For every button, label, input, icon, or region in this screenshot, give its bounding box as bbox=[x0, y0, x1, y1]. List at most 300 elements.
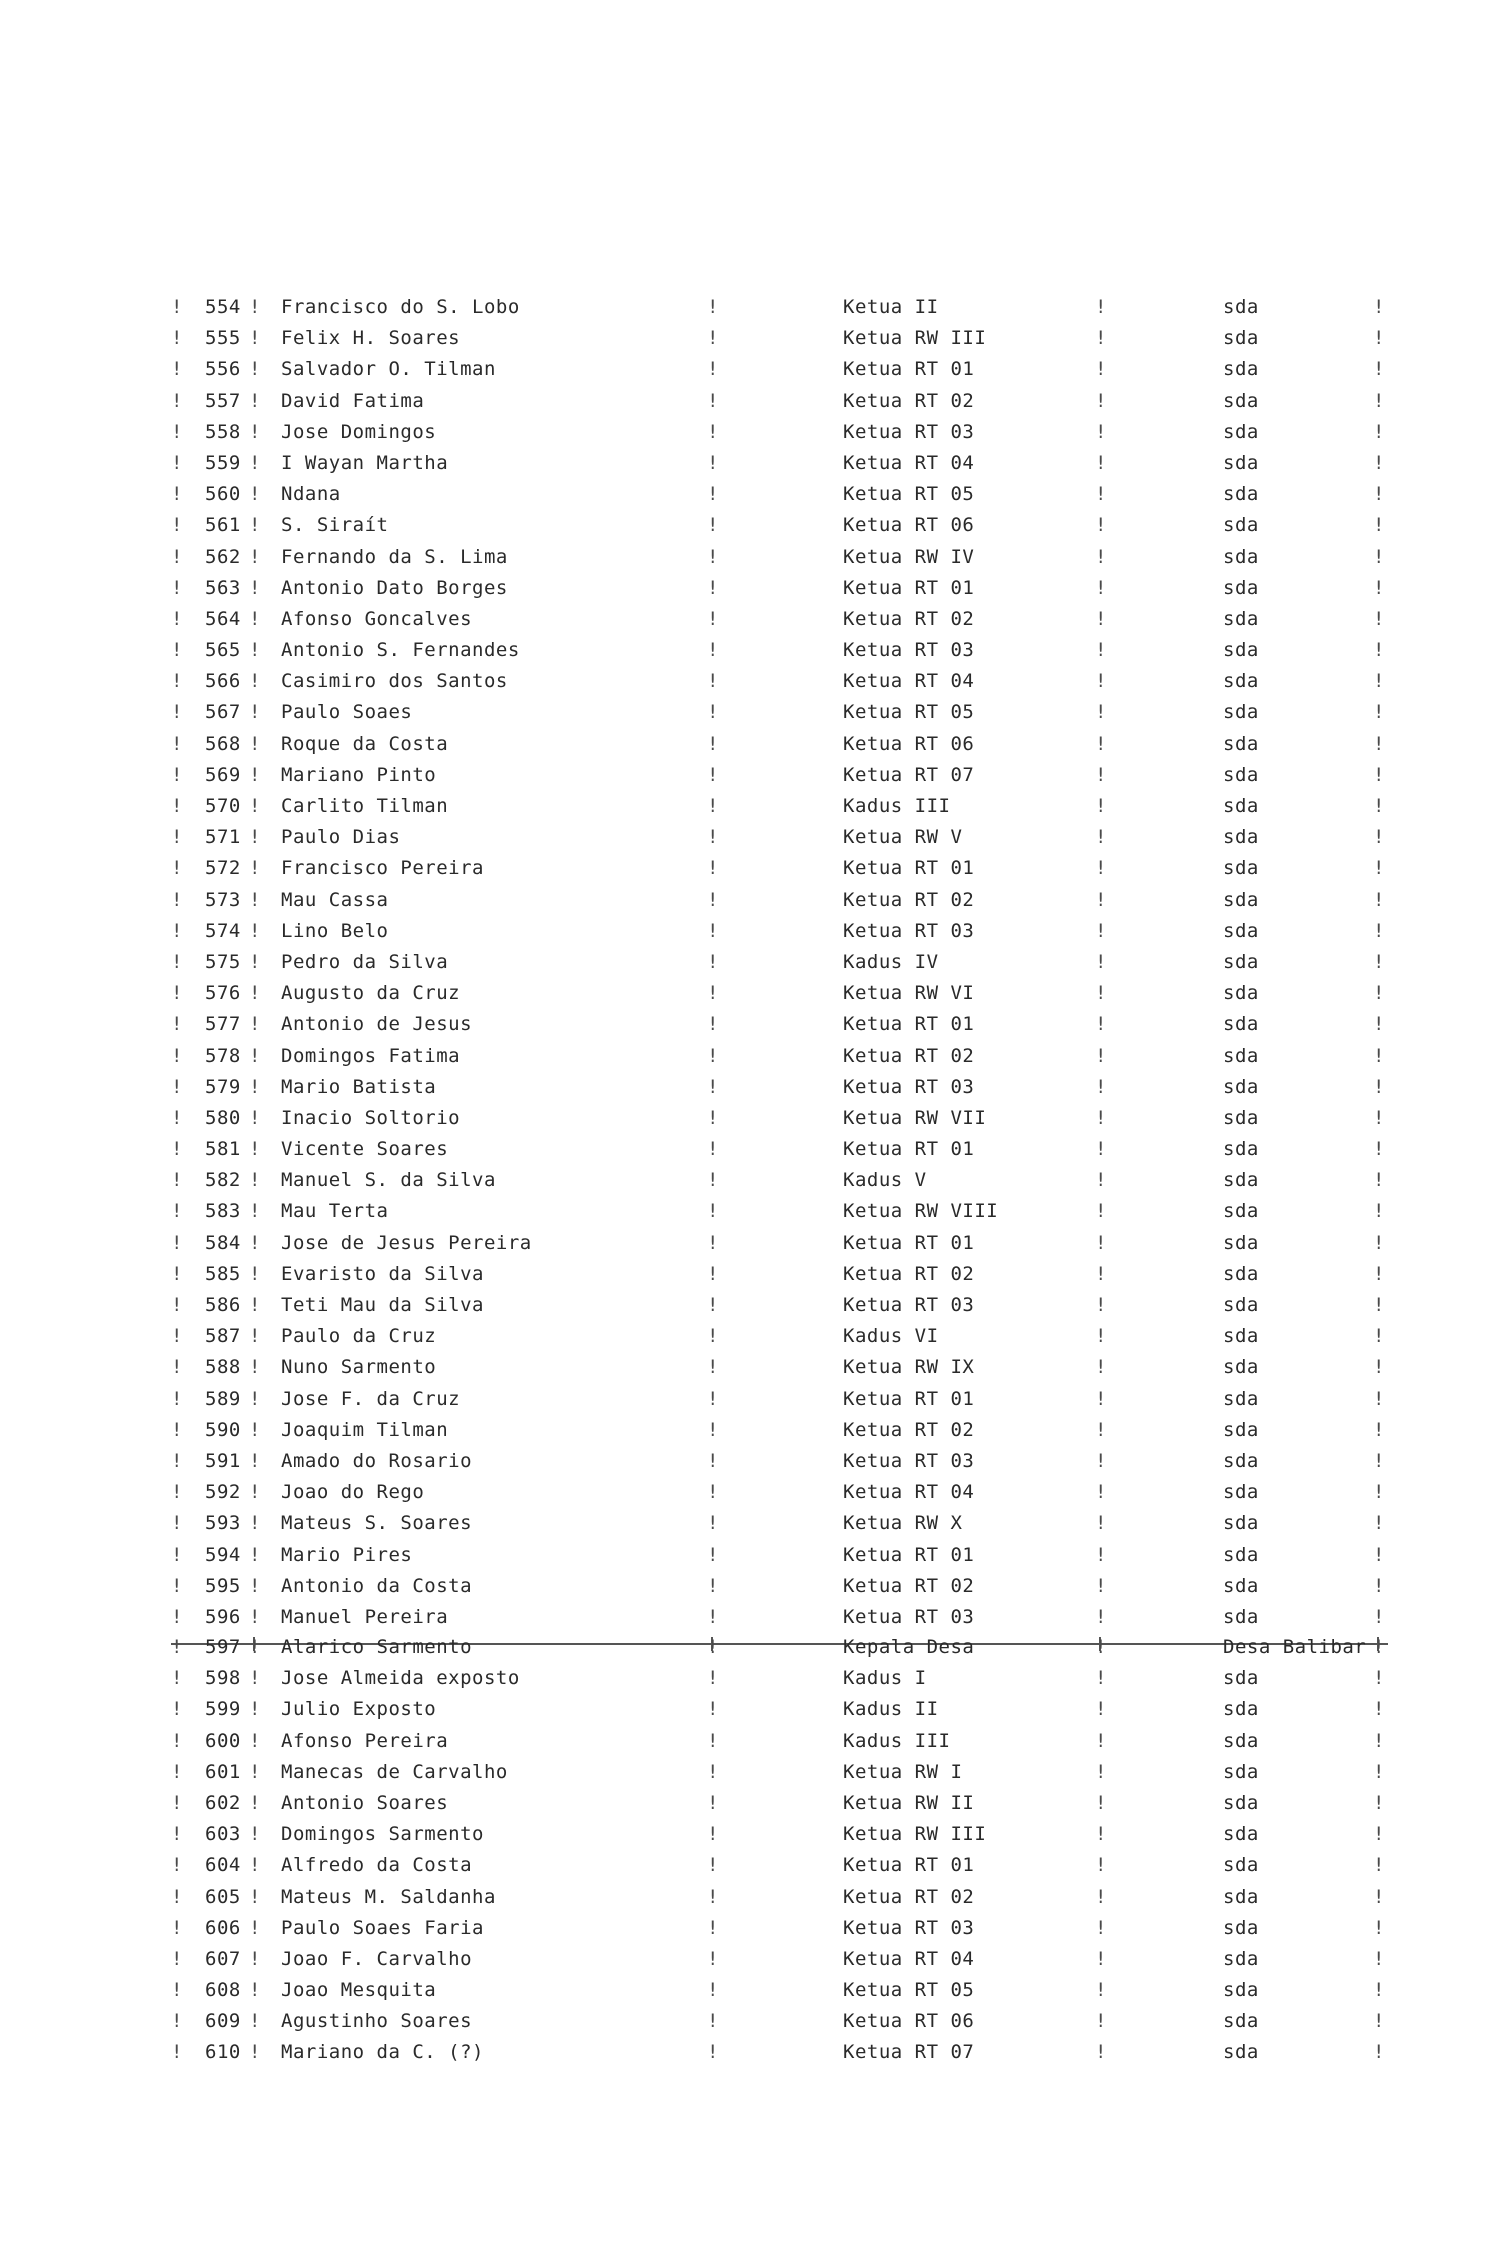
column-divider: ! bbox=[1095, 296, 1107, 318]
column-divider: ! bbox=[707, 1044, 719, 1067]
column-divider: ! bbox=[171, 1791, 183, 1814]
column-divider: ! bbox=[1373, 483, 1385, 506]
cell-name: Amado do Rosario bbox=[281, 1449, 473, 1472]
cell-loc: Ketua RT 01 bbox=[843, 1013, 975, 1036]
roster-table-lower bbox=[163, 1632, 1388, 2069]
roster-table-upper bbox=[163, 292, 1388, 1655]
column-divider: ! bbox=[1095, 1916, 1107, 1939]
cell-val: sda bbox=[1223, 1200, 1259, 1223]
column-divider: ! bbox=[1095, 1854, 1107, 1877]
column-divider: ! bbox=[1095, 1138, 1107, 1161]
cell-name: Jose de Jesus Pereira bbox=[281, 1231, 532, 1254]
column-divider: ! bbox=[1373, 420, 1385, 443]
cell-val: sda bbox=[1223, 1854, 1259, 1877]
table-row bbox=[163, 1103, 1388, 1134]
column-divider: ! bbox=[707, 2041, 719, 2064]
cell-name: Felix H. Soares bbox=[281, 327, 461, 350]
column-divider: ! bbox=[1373, 1356, 1385, 1379]
cell-num: 591 bbox=[205, 1449, 241, 1472]
cell-name: Mau Terta bbox=[281, 1200, 389, 1223]
table-row bbox=[163, 1632, 1388, 1663]
column-divider: ! bbox=[171, 483, 183, 506]
column-divider: ! bbox=[249, 1698, 261, 1721]
column-divider: ! bbox=[1095, 670, 1107, 693]
table-row bbox=[163, 947, 1388, 978]
column-divider: ! bbox=[249, 1262, 261, 1285]
column-divider: ! bbox=[707, 670, 719, 693]
cell-num: 594 bbox=[205, 1543, 241, 1566]
column-divider: ! bbox=[707, 1574, 719, 1597]
cell-name: Manuel S. da Silva bbox=[281, 1169, 496, 1192]
column-divider: ! bbox=[171, 888, 183, 911]
column-divider: ! bbox=[1373, 1979, 1385, 2002]
cell-val: sda bbox=[1223, 545, 1259, 568]
cell-num: 573 bbox=[205, 888, 241, 911]
cell-name: Carlito Tilman bbox=[281, 795, 449, 817]
cell-num: 564 bbox=[205, 607, 241, 630]
cell-name: David Fatima bbox=[281, 389, 425, 412]
cell-name: Paulo da Cruz bbox=[281, 1325, 437, 1348]
column-divider: ! bbox=[1095, 1667, 1107, 1690]
cell-val: sda bbox=[1223, 1044, 1259, 1067]
column-divider: ! bbox=[249, 1231, 261, 1254]
cell-num: 572 bbox=[205, 857, 241, 880]
table-row bbox=[163, 1757, 1388, 1788]
cell-loc: Ketua RT 03 bbox=[843, 1605, 975, 1628]
table-row bbox=[163, 822, 1388, 853]
cell-num: 600 bbox=[205, 1729, 241, 1752]
column-divider: ! bbox=[1095, 576, 1107, 599]
column-divider: ! bbox=[249, 1885, 261, 1908]
column-divider: ! bbox=[171, 1325, 183, 1348]
column-divider: ! bbox=[249, 701, 261, 724]
column-divider: ! bbox=[1373, 639, 1385, 662]
column-divider: ! bbox=[249, 1979, 261, 2002]
column-divider: ! bbox=[249, 639, 261, 662]
cell-loc: Ketua RW IV bbox=[843, 545, 975, 568]
table-row bbox=[163, 1196, 1388, 1227]
cell-num: 556 bbox=[205, 358, 241, 381]
cell-name: I Wayan Martha bbox=[281, 451, 449, 474]
cell-name: Afonso Pereira bbox=[281, 1729, 449, 1752]
column-divider: ! bbox=[171, 1698, 183, 1721]
cell-val: sda bbox=[1223, 1823, 1259, 1846]
cell-loc: Kadus IV bbox=[843, 950, 939, 973]
cell-val: sda bbox=[1223, 296, 1259, 318]
cell-loc: Ketua RT 07 bbox=[843, 763, 975, 786]
table-row bbox=[163, 791, 1388, 822]
column-divider: ! bbox=[249, 795, 261, 817]
column-divider: ! bbox=[249, 1729, 261, 1752]
column-divider: ! bbox=[1373, 1916, 1385, 1939]
column-divider: ! bbox=[249, 358, 261, 381]
column-divider: ! bbox=[171, 1947, 183, 1970]
cell-name: Antonio da Costa bbox=[281, 1574, 473, 1597]
cell-loc: Ketua RT 04 bbox=[843, 670, 975, 693]
cell-loc: Ketua RW VI bbox=[843, 982, 975, 1005]
column-divider: ! bbox=[1095, 483, 1107, 506]
column-divider: ! bbox=[1373, 1512, 1385, 1535]
table-row bbox=[163, 729, 1388, 760]
cell-val: sda bbox=[1223, 1543, 1259, 1566]
column-divider: ! bbox=[1095, 1231, 1107, 1254]
cell-loc: Ketua RT 02 bbox=[843, 607, 975, 630]
column-divider: ! bbox=[1373, 857, 1385, 880]
column-divider: ! bbox=[707, 451, 719, 474]
cell-val: sda bbox=[1223, 1760, 1259, 1783]
column-divider: ! bbox=[249, 1169, 261, 1192]
column-divider: ! bbox=[1373, 1200, 1385, 1223]
column-divider: ! bbox=[707, 1075, 719, 1098]
cell-loc: Kadus II bbox=[843, 1698, 939, 1721]
cell-name: Roque da Costa bbox=[281, 732, 449, 755]
column-divider: ! bbox=[707, 1667, 719, 1690]
column-divider: ! bbox=[1095, 795, 1107, 817]
column-divider: ! bbox=[171, 1013, 183, 1036]
column-divider: ! bbox=[1095, 763, 1107, 786]
cell-num: 565 bbox=[205, 639, 241, 662]
column-divider: ! bbox=[171, 1885, 183, 1908]
cell-loc: Ketua RT 04 bbox=[843, 451, 975, 474]
cell-name: Jose F. da Cruz bbox=[281, 1387, 461, 1410]
cell-val: sda bbox=[1223, 1729, 1259, 1752]
cell-name: Joaquim Tilman bbox=[281, 1418, 449, 1441]
column-divider: ! bbox=[171, 607, 183, 630]
column-divider: ! bbox=[171, 639, 183, 662]
column-divider: ! bbox=[249, 451, 261, 474]
column-divider: ! bbox=[1095, 1481, 1107, 1504]
table-row bbox=[163, 1134, 1388, 1165]
column-divider: ! bbox=[1373, 1075, 1385, 1098]
column-divider: ! bbox=[171, 2041, 183, 2064]
column-divider: ! bbox=[1095, 857, 1107, 880]
column-divider: ! bbox=[249, 1294, 261, 1316]
column-divider: ! bbox=[707, 1543, 719, 1566]
cell-num: 557 bbox=[205, 389, 241, 412]
column-divider: ! bbox=[171, 950, 183, 973]
column-divider: ! bbox=[171, 358, 183, 381]
cell-val: sda bbox=[1223, 514, 1259, 537]
cell-num: 606 bbox=[205, 1916, 241, 1939]
cell-num: 570 bbox=[205, 795, 241, 817]
cell-loc: Ketua RT 02 bbox=[843, 1574, 975, 1597]
column-divider: ! bbox=[249, 2010, 261, 2033]
column-divider: ! bbox=[171, 1449, 183, 1472]
cell-val: sda bbox=[1223, 857, 1259, 880]
column-divider: ! bbox=[1095, 1543, 1107, 1566]
column-divider: ! bbox=[1373, 1698, 1385, 1721]
table-row bbox=[163, 354, 1388, 385]
column-divider: ! bbox=[1373, 1169, 1385, 1192]
cell-loc: Ketua RT 01 bbox=[843, 1387, 975, 1410]
column-divider: ! bbox=[707, 1262, 719, 1285]
cell-name: Fernando da S. Lima bbox=[281, 545, 508, 568]
column-divider: ! bbox=[249, 545, 261, 568]
column-divider: ! bbox=[707, 1605, 719, 1628]
cell-name: Agustinho Soares bbox=[281, 2010, 473, 2033]
table-row bbox=[163, 1041, 1388, 1072]
cell-num: 609 bbox=[205, 2010, 241, 2033]
column-divider: ! bbox=[171, 857, 183, 880]
cell-val: sda bbox=[1223, 732, 1259, 755]
cell-num: 561 bbox=[205, 514, 241, 537]
cell-loc: Ketua RW II bbox=[843, 1791, 975, 1814]
column-divider: ! bbox=[171, 1481, 183, 1504]
table-row bbox=[163, 1321, 1388, 1352]
cell-num: 555 bbox=[205, 327, 241, 350]
column-divider: ! bbox=[171, 1729, 183, 1752]
cell-num: 585 bbox=[205, 1262, 241, 1285]
column-divider: ! bbox=[1373, 701, 1385, 724]
column-divider: ! bbox=[249, 1791, 261, 1814]
table-row bbox=[163, 573, 1388, 604]
cell-num: 593 bbox=[205, 1512, 241, 1535]
cell-val: sda bbox=[1223, 1325, 1259, 1348]
column-divider: ! bbox=[171, 1916, 183, 1939]
table-row bbox=[163, 1072, 1388, 1103]
cell-loc: Ketua RT 01 bbox=[843, 1543, 975, 1566]
table-row bbox=[163, 1850, 1388, 1881]
cell-num: 567 bbox=[205, 701, 241, 724]
cell-loc: Ketua RW IX bbox=[843, 1356, 975, 1379]
cell-num: 578 bbox=[205, 1044, 241, 1067]
cell-name: Antonio Soares bbox=[281, 1791, 449, 1814]
column-divider: ! bbox=[171, 1760, 183, 1783]
cell-loc: Kadus V bbox=[843, 1169, 927, 1192]
column-divider: ! bbox=[1373, 2041, 1385, 2064]
cell-val: sda bbox=[1223, 1013, 1259, 1036]
cell-val: sda bbox=[1223, 1138, 1259, 1161]
cell-name: Alfredo da Costa bbox=[281, 1854, 473, 1877]
column-divider: ! bbox=[249, 576, 261, 599]
column-divider: ! bbox=[1373, 1729, 1385, 1752]
table-row bbox=[163, 1446, 1388, 1477]
cell-val: sda bbox=[1223, 1605, 1259, 1628]
cell-val: sda bbox=[1223, 795, 1259, 817]
cell-name: Manuel Pereira bbox=[281, 1605, 449, 1628]
cell-loc: Ketua RT 02 bbox=[843, 389, 975, 412]
table-row bbox=[163, 1882, 1388, 1913]
cell-val: sda bbox=[1223, 483, 1259, 506]
column-divider: ! bbox=[1373, 1823, 1385, 1846]
table-row bbox=[163, 292, 1388, 323]
cell-num: 588 bbox=[205, 1356, 241, 1379]
cell-loc: Ketua RW V bbox=[843, 826, 963, 849]
table-row bbox=[163, 853, 1388, 884]
table-row bbox=[163, 978, 1388, 1009]
column-divider: ! bbox=[171, 1667, 183, 1690]
column-divider: ! bbox=[707, 1013, 719, 1036]
column-divider: ! bbox=[1095, 1791, 1107, 1814]
cell-val: sda bbox=[1223, 1449, 1259, 1472]
table-row bbox=[163, 1726, 1388, 1757]
cell-loc: Ketua RT 01 bbox=[843, 1138, 975, 1161]
cell-num: 610 bbox=[205, 2041, 241, 2064]
column-divider: ! bbox=[249, 732, 261, 755]
column-divider: ! bbox=[171, 670, 183, 693]
cell-val: sda bbox=[1223, 327, 1259, 350]
column-divider: ! bbox=[1095, 1605, 1107, 1628]
column-divider: ! bbox=[1095, 1075, 1107, 1098]
column-divider: ! bbox=[1095, 420, 1107, 443]
cell-name: Casimiro dos Santos bbox=[281, 670, 508, 693]
cell-num: 571 bbox=[205, 826, 241, 849]
column-divider: ! bbox=[171, 514, 183, 537]
cell-val: sda bbox=[1223, 1979, 1259, 2002]
column-divider: ! bbox=[1095, 1760, 1107, 1783]
table-row bbox=[163, 417, 1388, 448]
cell-num: 595 bbox=[205, 1574, 241, 1597]
column-divider: ! bbox=[1373, 389, 1385, 412]
column-divider: ! bbox=[171, 576, 183, 599]
column-divider: ! bbox=[1373, 1013, 1385, 1036]
column-divider: ! bbox=[171, 451, 183, 474]
cell-name: Mateus M. Saldanha bbox=[281, 1885, 496, 1908]
cell-val: sda bbox=[1223, 701, 1259, 724]
cell-loc: Ketua RT 01 bbox=[843, 1231, 975, 1254]
cell-num: 592 bbox=[205, 1481, 241, 1504]
column-divider: ! bbox=[249, 1605, 261, 1628]
cell-val: sda bbox=[1223, 670, 1259, 693]
cell-name: Lino Belo bbox=[281, 919, 389, 942]
column-divider: ! bbox=[171, 1075, 183, 1098]
cell-loc: Ketua RW VII bbox=[843, 1106, 987, 1129]
cell-loc: Ketua RT 04 bbox=[843, 1947, 975, 1970]
cell-val: sda bbox=[1223, 1169, 1259, 1192]
cell-num: 580 bbox=[205, 1106, 241, 1129]
column-divider: ! bbox=[707, 576, 719, 599]
table-row bbox=[163, 1571, 1388, 1602]
column-divider: ! bbox=[707, 607, 719, 630]
column-divider: ! bbox=[707, 1729, 719, 1752]
cell-num: 562 bbox=[205, 545, 241, 568]
column-divider: ! bbox=[707, 420, 719, 443]
column-divider: ! bbox=[707, 795, 719, 817]
column-divider: ! bbox=[707, 1169, 719, 1192]
cell-val: sda bbox=[1223, 607, 1259, 630]
column-divider: ! bbox=[707, 1325, 719, 1348]
cell-loc: Ketua RT 04 bbox=[843, 1481, 975, 1504]
column-divider: ! bbox=[249, 1636, 261, 1658]
cell-num: 583 bbox=[205, 1200, 241, 1223]
column-divider: ! bbox=[707, 1231, 719, 1254]
column-divider: ! bbox=[249, 982, 261, 1005]
cell-loc: Ketua RT 02 bbox=[843, 1885, 975, 1908]
column-divider: ! bbox=[249, 607, 261, 630]
column-divider: ! bbox=[249, 2041, 261, 2064]
column-divider: ! bbox=[171, 1418, 183, 1441]
column-divider: ! bbox=[1373, 1947, 1385, 1970]
column-divider: ! bbox=[249, 1325, 261, 1348]
column-divider: ! bbox=[707, 826, 719, 849]
column-divider: ! bbox=[249, 1387, 261, 1410]
column-divider: ! bbox=[171, 296, 183, 318]
column-divider: ! bbox=[1373, 888, 1385, 911]
column-divider: ! bbox=[1095, 607, 1107, 630]
cell-name: Ndana bbox=[281, 483, 341, 506]
table-row bbox=[163, 666, 1388, 697]
table-row bbox=[163, 1788, 1388, 1819]
cell-val: sda bbox=[1223, 1667, 1259, 1690]
column-divider: ! bbox=[1095, 982, 1107, 1005]
column-divider: ! bbox=[707, 1106, 719, 1129]
table-row bbox=[163, 448, 1388, 479]
column-divider: ! bbox=[171, 795, 183, 817]
column-divider: ! bbox=[1373, 514, 1385, 537]
cell-val: sda bbox=[1223, 888, 1259, 911]
cell-val: Desa Balibar bbox=[1223, 1636, 1367, 1658]
cell-num: 599 bbox=[205, 1698, 241, 1721]
table-row bbox=[163, 635, 1388, 666]
cell-name: Mario Pires bbox=[281, 1543, 413, 1566]
column-divider: ! bbox=[707, 327, 719, 350]
column-divider: ! bbox=[1095, 1512, 1107, 1535]
column-divider: ! bbox=[249, 1760, 261, 1783]
column-divider: ! bbox=[1095, 451, 1107, 474]
column-divider: ! bbox=[1373, 1885, 1385, 1908]
column-divider: ! bbox=[1095, 950, 1107, 973]
table-row bbox=[163, 604, 1388, 635]
cell-name: Augusto da Cruz bbox=[281, 982, 461, 1005]
cell-loc: Ketua RT 06 bbox=[843, 514, 975, 537]
column-divider: ! bbox=[1095, 1947, 1107, 1970]
column-divider: ! bbox=[171, 1636, 183, 1658]
cell-val: sda bbox=[1223, 1512, 1259, 1535]
column-divider: ! bbox=[1095, 358, 1107, 381]
column-divider: ! bbox=[1095, 1262, 1107, 1285]
cell-val: sda bbox=[1223, 1916, 1259, 1939]
column-divider: ! bbox=[1373, 1231, 1385, 1254]
column-divider: ! bbox=[707, 1823, 719, 1846]
column-divider: ! bbox=[1095, 1200, 1107, 1223]
cell-name: Inacio Soltorio bbox=[281, 1106, 461, 1129]
column-divider: ! bbox=[1095, 1449, 1107, 1472]
column-divider: ! bbox=[249, 1916, 261, 1939]
column-divider: ! bbox=[1095, 1885, 1107, 1908]
column-divider: ! bbox=[249, 1138, 261, 1161]
column-divider: ! bbox=[1373, 732, 1385, 755]
table-row bbox=[163, 510, 1388, 541]
column-divider: ! bbox=[249, 1075, 261, 1098]
column-divider: ! bbox=[1373, 296, 1385, 318]
table-row bbox=[163, 1694, 1388, 1725]
column-divider: ! bbox=[1095, 2010, 1107, 2033]
cell-loc: Ketua RW III bbox=[843, 1823, 987, 1846]
table-row bbox=[163, 2037, 1388, 2068]
column-divider: ! bbox=[1095, 1356, 1107, 1379]
column-divider: ! bbox=[707, 763, 719, 786]
column-divider: ! bbox=[1373, 763, 1385, 786]
table-row bbox=[163, 1913, 1388, 1944]
column-divider: ! bbox=[249, 919, 261, 942]
cell-name: Jose Almeida exposto bbox=[281, 1667, 520, 1690]
column-divider: ! bbox=[1095, 732, 1107, 755]
cell-val: sda bbox=[1223, 639, 1259, 662]
column-divider: ! bbox=[1373, 795, 1385, 817]
table-row bbox=[163, 760, 1388, 791]
cell-loc: Ketua RT 05 bbox=[843, 483, 975, 506]
column-divider: ! bbox=[707, 296, 719, 318]
column-divider: ! bbox=[1095, 639, 1107, 662]
column-divider: ! bbox=[707, 1698, 719, 1721]
cell-loc: Kadus I bbox=[843, 1667, 927, 1690]
column-divider: ! bbox=[171, 763, 183, 786]
cell-name: Manecas de Carvalho bbox=[281, 1760, 508, 1783]
cell-val: sda bbox=[1223, 2010, 1259, 2033]
column-divider: ! bbox=[171, 1356, 183, 1379]
column-divider: ! bbox=[1095, 327, 1107, 350]
column-divider: ! bbox=[707, 857, 719, 880]
